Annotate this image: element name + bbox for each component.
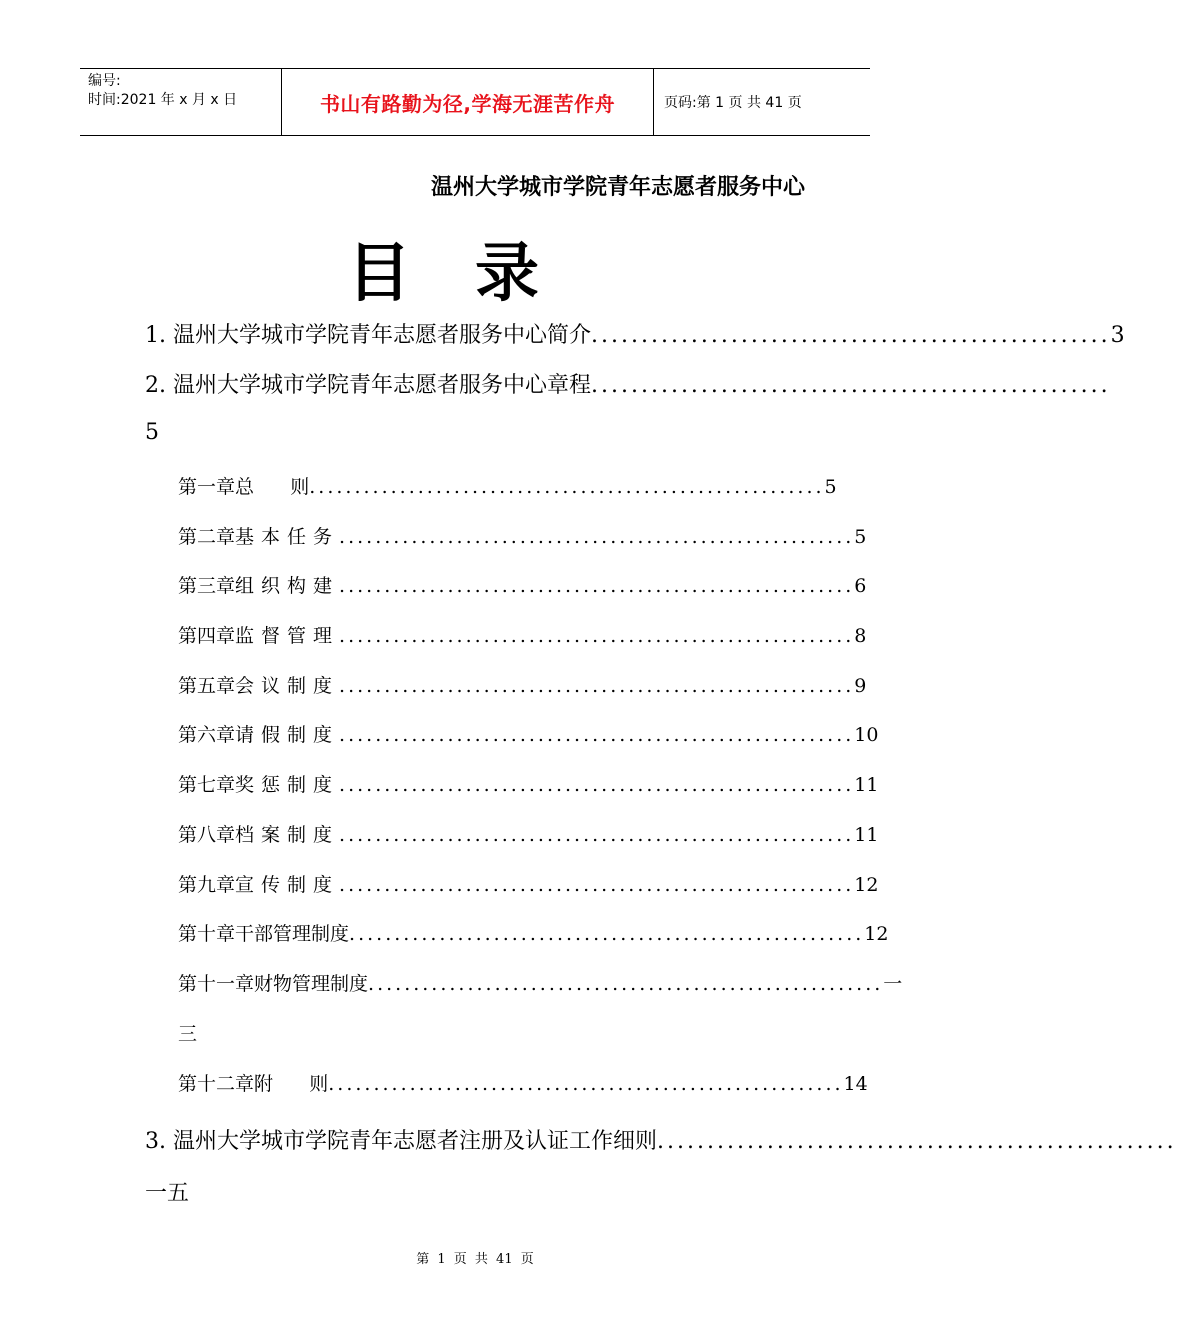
dot-leader: .................................................... [591, 323, 1111, 348]
organization-name: 温州大学城市学院青年志愿者服务中心 [430, 175, 805, 200]
chapter-entry[interactable] [178, 522, 867, 549]
number-label: 编号: [88, 73, 121, 89]
chapter-page: 8 [854, 625, 867, 647]
chapter-page: 一 [883, 973, 903, 995]
chapter-page: 11 [854, 824, 879, 846]
chapter-page: 5 [824, 476, 837, 498]
chapter-number: 第十一章 [178, 973, 255, 995]
chapter-page: 9 [854, 675, 867, 697]
chapter-number: 第二章 [178, 526, 236, 548]
chapter-entry[interactable] [178, 820, 879, 847]
dot-leader: ......................................................... [339, 874, 855, 896]
chapter-name: 财物管理制度 [254, 973, 369, 995]
chapter-number: 第九章 [178, 874, 236, 896]
dot-leader: ......................................................... [339, 575, 855, 597]
dot-leader: ......................................................... [339, 724, 855, 746]
toc-entry-text: 1. 温州大学城市学院青年志愿者服务中心简介 [145, 323, 591, 348]
toc-entry-text: 3. 温州大学城市学院青年志愿者注册及认证工作细则 [145, 1129, 657, 1154]
header-slogan: 书山有路勤为径,学海无涯苦作舟 [282, 69, 654, 135]
toc-entry[interactable] [145, 318, 1125, 349]
toc-entry-page: 一五 [145, 1181, 190, 1206]
header-meta [80, 69, 282, 135]
chapter-number: 第一章 [178, 476, 236, 498]
toc-entry[interactable] [145, 368, 1111, 399]
chapter-page: 12 [854, 874, 879, 896]
toc-title: 目录 [347, 237, 603, 311]
chapter-entry[interactable] [178, 571, 867, 598]
chapter-name: 附 则 [254, 1073, 329, 1095]
chapter-number: 第十二章 [178, 1073, 255, 1095]
chapter-number: 第七章 [178, 774, 236, 796]
chapter-name: 基本任务 [235, 526, 340, 548]
dot-leader: ......................................................... [309, 476, 825, 498]
chapter-number: 第三章 [178, 575, 236, 597]
chapter-number: 第十章 [178, 923, 236, 945]
chapter-entry[interactable] [178, 720, 879, 747]
chapter-name: 干部管理制度 [235, 923, 350, 945]
chapter-name: 组织构建 [235, 575, 340, 597]
toc-entry[interactable] [145, 1124, 1177, 1155]
dot-leader: ......................................................... [339, 774, 855, 796]
chapter-entry[interactable] [178, 770, 879, 797]
dot-leader: ......................................................... [339, 824, 855, 846]
chapter-page: 10 [854, 724, 879, 746]
chapter-entry[interactable] [178, 671, 867, 698]
chapter-name: 监督管理 [235, 625, 340, 647]
chapter-name: 宣传制度 [235, 874, 340, 896]
chapter-name: 请假制度 [235, 724, 340, 746]
chapter-entry[interactable] [178, 870, 879, 897]
chapter-page: 11 [854, 774, 879, 796]
dot-leader: ......................................................... [349, 923, 865, 945]
header-table [80, 68, 870, 136]
chapter-page: 5 [854, 526, 867, 548]
dot-leader: ......................................................... [339, 526, 855, 548]
chapter-entry[interactable] [178, 919, 889, 946]
chapter-number: 第六章 [178, 724, 236, 746]
header-page-info: 页码:第 1 页 共 41 页 [664, 95, 802, 111]
toc-entry-page: 3 [1110, 323, 1125, 348]
page-footer: 第 1 页 共 41 页 [416, 1252, 534, 1267]
chapter-name: 会议制度 [235, 675, 340, 697]
chapter-name: 奖惩制度 [235, 774, 340, 796]
chapter-name: 总 则 [235, 476, 310, 498]
chapter-page-wrap: 三 [178, 1023, 198, 1045]
chapter-entry[interactable] [178, 1069, 868, 1096]
dot-leader: ......................................................... [339, 675, 855, 697]
toc-entry-page: 5 [145, 420, 159, 445]
chapter-entry[interactable] [178, 472, 837, 499]
chapter-page: 6 [854, 575, 867, 597]
chapter-number: 第四章 [178, 625, 236, 647]
dot-leader: ......................................................... [368, 973, 884, 995]
dot-leader: ......................................................... [339, 625, 855, 647]
chapter-page: 14 [843, 1073, 868, 1095]
chapter-entry[interactable] [178, 969, 903, 996]
chapter-entry[interactable] [178, 621, 867, 648]
toc-entry-text: 2. 温州大学城市学院青年志愿者服务中心章程 [145, 373, 591, 398]
chapter-number: 第五章 [178, 675, 236, 697]
chapter-name: 档案制度 [235, 824, 340, 846]
dot-leader: .................................................... [591, 373, 1111, 398]
dot-leader: ......................................................... [328, 1073, 844, 1095]
chapter-number: 第八章 [178, 824, 236, 846]
time-label: 时间:2021 年 x 月 x 日 [88, 92, 238, 108]
dot-leader: .................................................... [657, 1129, 1177, 1154]
chapter-page: 12 [864, 923, 889, 945]
